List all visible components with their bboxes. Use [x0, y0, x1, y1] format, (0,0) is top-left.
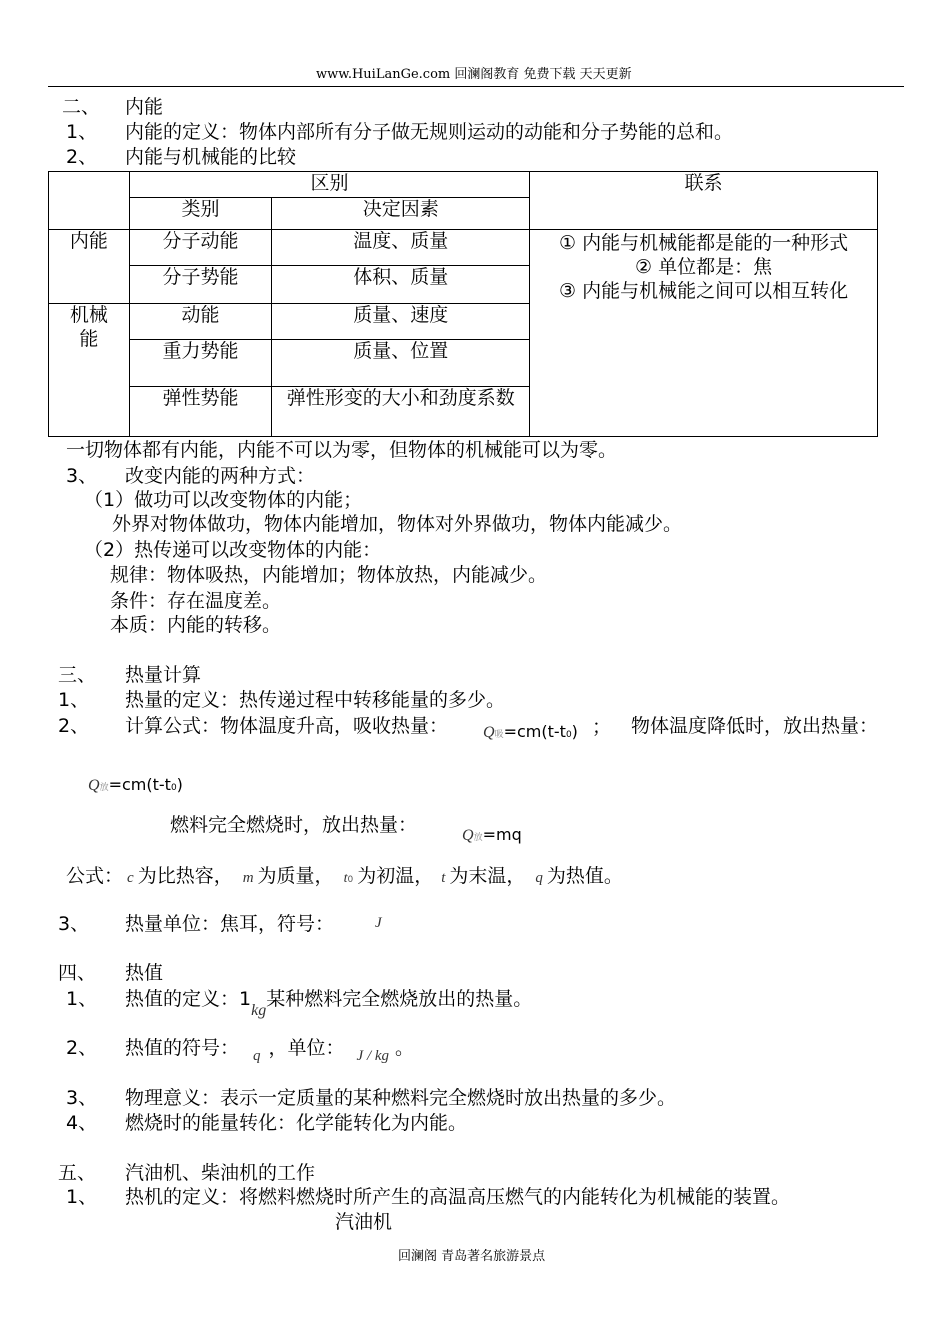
sec5-item1-text: 热机的定义：将燃料燃烧时所产生的高温高压燃气的内能转化为机械能的装置。: [125, 1186, 791, 1208]
sec3-item1-text: 热量的定义：热传递过程中转移能量的多少。: [125, 689, 506, 711]
header-text: 回澜阁教育 免费下载 天天更新: [454, 67, 632, 82]
sec3-item3-num: 3、: [58, 913, 90, 935]
sec5-title: 汽油机、柴油机的工作: [125, 1162, 316, 1184]
legend-t-text: 为末温，: [449, 865, 526, 887]
formula-absorb-close: ): [571, 722, 578, 741]
sec4-item2-unit: J / kg: [356, 1048, 390, 1064]
row2-type: 分子势能: [129, 266, 271, 304]
legend-c-text: 为比热容，: [137, 865, 233, 887]
legend-t0-sub: 0: [347, 875, 354, 885]
header-diff: 区别: [129, 172, 529, 198]
link-1: ① 内能与机械能都是能的一种形式: [559, 232, 849, 254]
row5-type: 弹性势能: [129, 387, 271, 437]
row2-factor: 体积、质量: [272, 266, 530, 304]
way1: （1）做功可以改变物体的内能；: [84, 489, 363, 511]
sec4-item2-q: q: [253, 1048, 261, 1064]
header-factor: 决定因素: [272, 198, 530, 230]
formula-semicolon: ；: [592, 716, 612, 738]
sec5-num: 五、: [58, 1162, 97, 1184]
legend-t0-text: 为初温，: [357, 865, 434, 887]
sec4-item2: [125, 1037, 415, 1064]
header-site: www.HuiLanGe.com: [316, 67, 451, 82]
sec4-item1: [125, 988, 533, 1019]
sec4-item4-num: 4、: [66, 1112, 98, 1134]
sec4-num: 四、: [58, 962, 97, 984]
rule: 规律：物体吸热，内能增加；物体放热，内能减少。: [110, 564, 548, 586]
sec2-item2-text: 内能与机械能的比较: [125, 146, 297, 168]
header-link: 联系: [530, 172, 878, 230]
legend-q: q: [535, 870, 543, 886]
formula-release-t0: 0: [170, 783, 177, 793]
group-internal: 内能: [49, 230, 130, 304]
legend-t: t: [441, 870, 446, 886]
legend-t0: t: [343, 871, 348, 886]
way2: （2）热传递可以改变物体的内能：: [84, 539, 382, 561]
sec4-item2-text1: 热值的符号：: [125, 1037, 240, 1059]
page-footer: 回澜阁 青岛著名旅游景点: [398, 1249, 546, 1264]
legend-q-text: 为热值。: [546, 865, 623, 887]
sec4-item2-end: 。: [395, 1037, 415, 1059]
formula-legend: [66, 866, 623, 888]
row1-factor: 温度、质量: [272, 230, 530, 266]
row5-factor: [272, 387, 530, 437]
formula-absorb-q: Q: [483, 724, 495, 741]
header-rule: [48, 86, 904, 87]
formula-absorb-sub: 吸: [494, 730, 504, 740]
fuel-text: 燃料完全燃烧时，放出热量：: [170, 814, 418, 836]
link-3: ③ 内能与机械能之间可以相互转化: [559, 279, 849, 302]
formula-release-sub: 放: [99, 783, 109, 793]
sec3-item3-text: 热量单位：焦耳，符号：: [125, 913, 335, 935]
sec4-item2-text2: ，单位：: [268, 1037, 345, 1059]
formula-release-rest: =cm(t-t: [108, 775, 171, 794]
legend-c: c: [127, 870, 134, 886]
sec2-item1-text: 内能的定义：物体内部所有分子做无规则运动的动能和分子势能的总和。: [125, 121, 734, 143]
way1-desc: 外界对物体做功，物体内能增加，物体对外界做功，物体内能减少。: [112, 513, 683, 535]
formula-fuel-q: Q: [462, 827, 474, 844]
comparison-table: [48, 171, 878, 437]
sec3-item3-sym: J: [375, 915, 382, 931]
sec4-item1-num: 1、: [66, 988, 98, 1010]
formula-release-q: Q: [88, 777, 100, 794]
table-corner: [49, 172, 130, 230]
link-cell: [530, 230, 878, 437]
condition: 条件：存在温度差。: [110, 590, 282, 612]
sec4-item1-text2: 某种燃料完全燃烧放出的热量。: [266, 988, 533, 1010]
sec2-item2-num: 2、: [66, 146, 98, 168]
row5-factor-text: 弹性形变的大小和劲度系数: [286, 387, 515, 409]
sec4-item1-text1: 热值的定义：1: [125, 988, 252, 1010]
sec4-item1-kg: kg: [251, 1002, 267, 1019]
row4-type: 重力势能: [129, 340, 271, 387]
sec2-item1-num: 1、: [66, 121, 98, 143]
sec3-item2-num: 2、: [58, 715, 90, 737]
sec2-num: 二、: [62, 96, 101, 118]
sec2-item3-num: 3、: [66, 465, 98, 487]
release-text: 物体温度降低时，放出热量：: [631, 715, 879, 737]
link-2: ② 单位都是：焦: [635, 255, 773, 278]
sec2-item3-text: 改变内能的两种方式：: [125, 465, 316, 487]
sec5-item1-num: 1、: [66, 1186, 98, 1208]
sec3-title: 热量计算: [125, 664, 202, 686]
formula-absorb: [483, 723, 578, 742]
row4-factor: 质量、位置: [272, 340, 530, 387]
essence: 本质：内能的转移。: [110, 614, 282, 636]
sec3-item2-text: 计算公式：物体温度升高，吸收热量：: [125, 715, 449, 737]
formula-release: [88, 776, 183, 795]
sec3-num: 三、: [58, 664, 97, 686]
formula-release-close: ): [176, 775, 183, 794]
legend-prefix: 公式：: [66, 865, 124, 887]
sec4-title: 热值: [125, 962, 164, 984]
group-mechanical-label: 机械能: [69, 304, 108, 350]
group-mechanical: [49, 304, 130, 437]
formula-absorb-rest: =cm(t-t: [503, 722, 566, 741]
row3-factor: 质量、速度: [272, 304, 530, 340]
legend-m: m: [242, 870, 254, 886]
sec4-item4-text: 燃烧时的能量转化：化学能转化为内能。: [125, 1112, 468, 1134]
sec4-item3-text: 物理意义：表示一定质量的某种燃料完全燃烧时放出热量的多少。: [125, 1087, 677, 1109]
page-header: [316, 68, 632, 83]
header-type: 类别: [129, 198, 271, 230]
row1-type: 分子动能: [129, 230, 271, 266]
sec2-note: 一切物体都有内能，内能不可以为零，但物体的机械能可以为零。: [66, 439, 618, 461]
formula-absorb-t0: 0: [565, 730, 572, 740]
sec4-item2-num: 2、: [66, 1037, 98, 1059]
sec2-title: 内能: [125, 96, 164, 118]
sec3-item1-num: 1、: [58, 689, 90, 711]
row3-type: 动能: [129, 304, 271, 340]
sec4-item3-num: 3、: [66, 1087, 98, 1109]
sec5-sub: 汽油机: [335, 1211, 393, 1233]
legend-m-text: 为质量，: [257, 865, 334, 887]
formula-fuel-rest: =mq: [482, 825, 522, 844]
formula-fuel-sub: 放: [473, 833, 483, 843]
formula-fuel: [462, 826, 522, 845]
